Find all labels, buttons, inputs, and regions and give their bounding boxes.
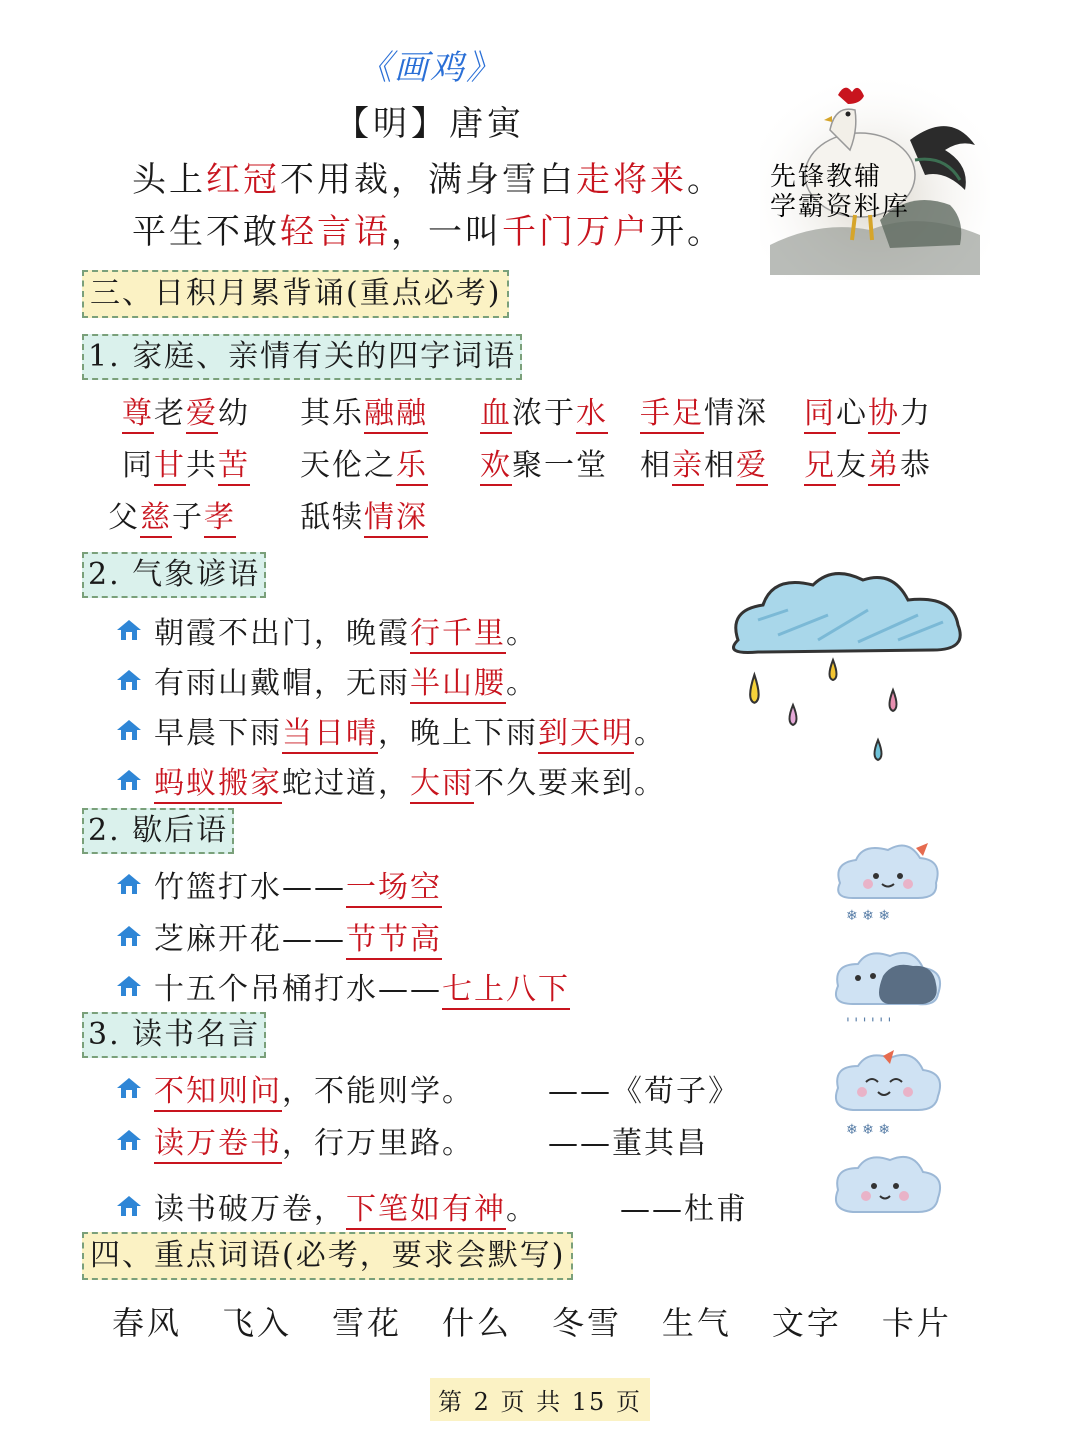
text: 浓于 (512, 396, 576, 431)
text: 相 (640, 448, 672, 483)
idiom-item (108, 492, 236, 536)
text: 友 (836, 448, 868, 483)
subsection-family-idioms-header: 1. 家庭、亲情有关的四字词语 (82, 334, 522, 380)
text: 。 (506, 666, 538, 701)
house-bullet-icon (116, 618, 142, 642)
answer-text: 血 (480, 396, 512, 434)
quote-source: ——《荀子》 (548, 1074, 740, 1109)
quote-source: ——杜甫 (620, 1192, 748, 1227)
key-word: 什么 (441, 1304, 512, 1342)
answer-text: 欢 (480, 448, 512, 486)
answer-text: 爱 (186, 396, 218, 434)
quote-line (116, 1066, 474, 1110)
answer-text: 爱 (736, 448, 768, 486)
text: 心 (836, 396, 868, 431)
answer-text: 亲 (672, 448, 704, 486)
poem-line-1: 头上红冠不用裁，满身雪白走将来。 (132, 160, 724, 200)
page-number: 第 2 页 共 15 页 (430, 1378, 650, 1421)
text: 蛇过道， (282, 766, 410, 801)
text: 父 (108, 500, 140, 535)
idiom-item (300, 440, 428, 484)
answer-text: 融融 (364, 396, 428, 434)
house-bullet-icon (116, 1076, 142, 1100)
answer-text: 读万卷书 (154, 1126, 282, 1164)
text: 早晨下雨 (154, 716, 282, 751)
answer-text: 孝 (204, 500, 236, 538)
bullet-line (116, 608, 538, 652)
house-bullet-icon (116, 872, 142, 896)
answer-text: 下笔如有神 (346, 1192, 506, 1230)
rooster-illustration (760, 70, 990, 280)
text: 聚一堂 (512, 448, 608, 483)
svg-text:❄ ❄ ❄: ❄ ❄ ❄ (846, 1122, 891, 1138)
answer-text: 不知则问 (154, 1074, 282, 1112)
key-words-row (112, 1298, 952, 1344)
answer-text: 手足 (640, 396, 704, 434)
bullet-line (116, 862, 442, 906)
bullet-line (116, 914, 442, 958)
svg-text:先锋教辅: 先锋教辅 (770, 162, 883, 192)
poem-author: 【明】唐寅 (335, 104, 525, 144)
answer-text: 协 (868, 396, 900, 434)
answer-text: 情深 (364, 500, 428, 538)
idiom-item (122, 440, 250, 484)
house-bullet-icon (116, 718, 142, 742)
answer-text: 同 (804, 396, 836, 434)
answer-text: 蚂蚁搬家 (154, 766, 282, 804)
svg-text:学霸资料库: 学霸资料库 (770, 192, 911, 222)
bullet-line (116, 964, 570, 1008)
idiom-item (640, 388, 768, 432)
answer-text: 半山腰 (410, 666, 506, 704)
text: 情深 (704, 396, 768, 431)
bullet-line (116, 758, 666, 802)
quote-line (116, 1118, 474, 1162)
idiom-item (804, 440, 932, 484)
answer-text: 甘 (154, 448, 186, 486)
key-word: 卡片 (881, 1304, 952, 1342)
svg-text:❄ ❄ ❄: ❄ ❄ ❄ (846, 908, 891, 924)
subsection-reading-quotes-header: 3. 读书名言 (82, 1012, 266, 1058)
text: 芝麻开花—— (154, 922, 346, 957)
quote-line (116, 1184, 538, 1228)
text: 。 (506, 616, 538, 651)
answer-text: 水 (576, 396, 608, 434)
smiling-cloud-icon (836, 1050, 940, 1138)
idiom-item (122, 388, 250, 432)
text: ，行万里路。 (282, 1126, 474, 1161)
key-word: 文字 (771, 1304, 842, 1342)
key-word: 春风 (112, 1304, 183, 1342)
text: 共 (186, 448, 218, 483)
answer-text: 大雨 (410, 766, 474, 804)
bullet-line (116, 658, 538, 702)
idiom-item (480, 440, 608, 484)
key-word: 生气 (661, 1304, 732, 1342)
answer-text: 节节高 (346, 922, 442, 960)
idiom-item (480, 388, 608, 432)
key-word: 飞入 (221, 1304, 292, 1342)
subsection-xiehouyu-header: 2. 歇后语 (82, 808, 234, 854)
text: 。 (506, 1192, 538, 1227)
text: 十五个吊桶打水—— (154, 972, 442, 1007)
house-bullet-icon (116, 668, 142, 692)
section-4-header: 四、重点词语(必考，要求会默写) (82, 1232, 573, 1280)
poem-title: 《画鸡》 (358, 48, 502, 88)
rain-cloud-icon (718, 560, 978, 780)
key-word: 雪花 (331, 1304, 402, 1342)
text: 其乐 (300, 396, 364, 431)
answer-text: 乐 (396, 448, 428, 486)
poem-line-2: 平生不敢轻言语，一叫千门万户开。 (132, 212, 724, 252)
text: 同 (122, 448, 154, 483)
answer-text: 一场空 (346, 870, 442, 908)
text: 不久要来到。 (474, 766, 666, 801)
house-bullet-icon (116, 1194, 142, 1218)
text: 老 (154, 396, 186, 431)
text: 恭 (900, 448, 932, 483)
text: ，晚上下雨 (378, 716, 538, 751)
text: ，不能则学。 (282, 1074, 474, 1109)
snow-cloud-icon (838, 843, 937, 924)
text: 读书破万卷， (154, 1192, 346, 1227)
answer-text: 当日晴 (282, 716, 378, 754)
answer-text: 到天明 (538, 716, 634, 754)
answer-text: 七上八下 (442, 972, 570, 1010)
text: 相 (704, 448, 736, 483)
text: 。 (634, 716, 666, 751)
house-bullet-icon (116, 1128, 142, 1152)
house-bullet-icon (116, 768, 142, 792)
house-bullet-icon (116, 974, 142, 998)
text: 有雨山戴帽，无雨 (154, 666, 410, 701)
bullet-line (116, 708, 666, 752)
idiom-item (300, 492, 428, 536)
text: 幼 (218, 396, 250, 431)
answer-text: 苦 (218, 448, 250, 486)
house-bullet-icon (116, 924, 142, 948)
text: 子 (172, 500, 204, 535)
quote-source: ——董其昌 (548, 1126, 708, 1161)
text: 舐犊 (300, 500, 364, 535)
answer-text: 弟 (868, 448, 900, 486)
text: 朝霞不出门，晚霞 (154, 616, 410, 651)
subsection-weather-proverbs-header: 2. 气象谚语 (82, 552, 266, 598)
answer-text: 行千里 (410, 616, 506, 654)
answer-text: 兄 (804, 448, 836, 486)
section-3-header: 三、日积月累背诵(重点必考) (82, 270, 509, 318)
rain-face-cloud-icon (836, 953, 940, 1032)
happy-cloud-icon (836, 1157, 940, 1212)
idiom-item (640, 440, 768, 484)
answer-text: 慈 (140, 500, 172, 538)
text: 力 (900, 396, 932, 431)
idiom-item (300, 388, 428, 432)
svg-text:' ' ' ' ' ': ' ' ' ' ' ' (846, 1016, 892, 1032)
idiom-item (804, 388, 932, 432)
answer-text: 尊 (122, 396, 154, 434)
cloud-stickers (828, 838, 958, 1228)
text: 竹篮打水—— (154, 870, 346, 905)
text: 天伦之 (300, 448, 396, 483)
key-word: 冬雪 (551, 1304, 622, 1342)
